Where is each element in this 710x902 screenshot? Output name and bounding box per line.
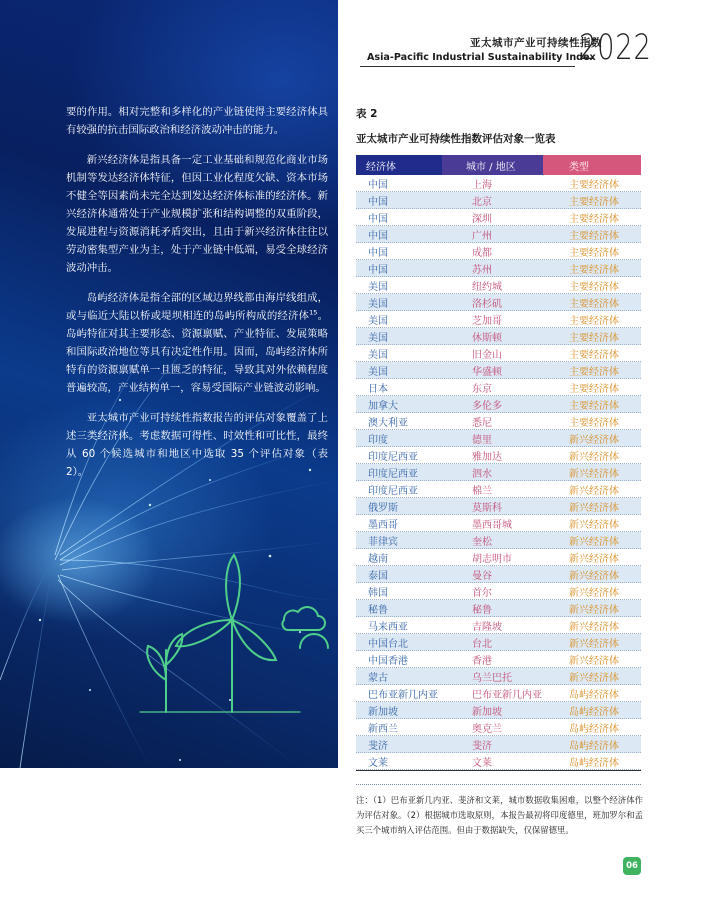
wind-turbine-icon bbox=[176, 555, 276, 712]
cell-economy: 日本 bbox=[368, 383, 388, 395]
cell-city: 曼谷 bbox=[472, 570, 492, 582]
table-bottom-rule bbox=[356, 770, 641, 771]
cell-economy: 菲律宾 bbox=[368, 536, 398, 548]
cell-economy: 印度尼西亚 bbox=[368, 451, 418, 463]
cell-city: 台北 bbox=[472, 638, 492, 650]
header-divider bbox=[360, 66, 575, 67]
table-row bbox=[356, 243, 641, 260]
cell-economy: 澳大利亚 bbox=[368, 417, 408, 429]
cell-economy: 中国台北 bbox=[368, 638, 408, 650]
cell-city: 吉隆坡 bbox=[472, 621, 502, 633]
header-title-cn: 亚太城市产业可持续性指数 bbox=[470, 37, 602, 49]
cell-economy: 斐济 bbox=[368, 740, 388, 752]
cell-economy: 新加坡 bbox=[368, 706, 398, 718]
table-row bbox=[356, 226, 641, 243]
cell-economy: 巴布亚新几内亚 bbox=[368, 689, 438, 701]
cell-city: 文莱 bbox=[472, 757, 492, 769]
cell-type: 主要经济体 bbox=[569, 281, 619, 293]
table-row bbox=[356, 719, 641, 736]
paragraph-1: 要的作用。相对完整和多样化的产业链使得主要经济体具有较强的抗击国际政治和经济波动冲击的能力。 bbox=[66, 106, 328, 136]
cell-city: 首尔 bbox=[472, 587, 492, 599]
table-row bbox=[356, 634, 641, 651]
cell-type: 新兴经济体 bbox=[569, 638, 619, 650]
table-note: 注：（1）巴布亚新几内亚、斐济和文莱，城市数据收集困难，以整个经济体作为评估对象。（2）根据城市选取原则，本报告最初将印度德里，班加罗尔和孟买三个城市纳入评估范围。但由于数据缺失，仅保留德里。 bbox=[356, 795, 643, 835]
table-row bbox=[356, 651, 641, 668]
footnote-ref: 15 bbox=[309, 308, 318, 317]
cell-type: 主要经济体 bbox=[569, 366, 619, 378]
cell-city: 悉尼 bbox=[472, 417, 492, 429]
sun-icon bbox=[300, 634, 328, 648]
cell-economy: 中国 bbox=[368, 213, 388, 225]
cell-economy: 中国香港 bbox=[368, 655, 408, 667]
table-row bbox=[356, 311, 641, 328]
cell-city: 新加坡 bbox=[472, 706, 502, 718]
cell-economy: 美国 bbox=[368, 281, 388, 293]
table-header-row bbox=[356, 155, 641, 175]
page-number-badge: 06 bbox=[623, 857, 641, 875]
cell-type: 新兴经济体 bbox=[569, 434, 619, 446]
table-row bbox=[356, 209, 641, 226]
table-row bbox=[356, 379, 641, 396]
table-row bbox=[356, 481, 641, 498]
table-row bbox=[356, 413, 641, 430]
table-row bbox=[356, 464, 641, 481]
cell-economy: 秘鲁 bbox=[368, 604, 388, 616]
cell-type: 新兴经济体 bbox=[569, 587, 619, 599]
header-type: 类型 bbox=[543, 155, 641, 175]
cell-city: 成都 bbox=[472, 247, 492, 259]
cell-city: 广州 bbox=[472, 230, 492, 242]
evaluation-table bbox=[356, 155, 641, 771]
cell-city: 深圳 bbox=[472, 213, 492, 225]
cell-type: 新兴经济体 bbox=[569, 451, 619, 463]
table-row bbox=[356, 192, 641, 209]
table-body bbox=[356, 175, 641, 770]
cell-city: 巴布亚新几内亚 bbox=[472, 689, 542, 701]
cell-type: 主要经济体 bbox=[569, 417, 619, 429]
table-row bbox=[356, 260, 641, 277]
cell-type: 新兴经济体 bbox=[569, 655, 619, 667]
cell-city: 斐济 bbox=[472, 740, 492, 752]
cell-economy: 韩国 bbox=[368, 587, 388, 599]
table-row bbox=[356, 702, 641, 719]
cell-type: 新兴经济体 bbox=[569, 672, 619, 684]
table-row bbox=[356, 617, 641, 634]
table-row bbox=[356, 600, 641, 617]
table-row bbox=[356, 515, 641, 532]
cell-economy: 俄罗斯 bbox=[368, 502, 398, 514]
cell-type: 岛屿经济体 bbox=[569, 757, 619, 769]
left-cover-panel bbox=[0, 0, 338, 768]
cell-economy: 美国 bbox=[368, 332, 388, 344]
cell-type: 主要经济体 bbox=[569, 400, 619, 412]
cell-type: 新兴经济体 bbox=[569, 502, 619, 514]
cell-type: 岛屿经济体 bbox=[569, 723, 619, 735]
table-row bbox=[356, 396, 641, 413]
cell-economy: 美国 bbox=[368, 315, 388, 327]
table-row bbox=[356, 532, 641, 549]
header-city: 城市 / 地区 bbox=[442, 155, 543, 175]
table-row bbox=[356, 277, 641, 294]
body-text bbox=[66, 103, 328, 493]
cell-economy: 墨西哥 bbox=[368, 519, 398, 531]
cell-city: 棉兰 bbox=[472, 485, 492, 497]
cell-economy: 马来西亚 bbox=[368, 621, 408, 633]
cell-economy: 美国 bbox=[368, 298, 388, 310]
cell-economy: 中国 bbox=[368, 196, 388, 208]
cell-economy: 美国 bbox=[368, 366, 388, 378]
header-economy: 经济体 bbox=[356, 155, 442, 175]
table-row bbox=[356, 583, 641, 600]
cell-city: 胡志明市 bbox=[472, 553, 512, 565]
cell-economy: 中国 bbox=[368, 179, 388, 191]
cell-city: 上海 bbox=[472, 179, 492, 191]
cell-type: 主要经济体 bbox=[569, 349, 619, 361]
cell-city: 墨西哥城 bbox=[472, 519, 512, 531]
cell-economy: 美国 bbox=[368, 349, 388, 361]
cell-economy: 印度 bbox=[368, 434, 388, 446]
cell-economy: 蒙古 bbox=[368, 672, 388, 684]
cell-type: 主要经济体 bbox=[569, 298, 619, 310]
cell-type: 新兴经济体 bbox=[569, 621, 619, 633]
cell-economy: 泰国 bbox=[368, 570, 388, 582]
cell-economy: 加拿大 bbox=[368, 400, 398, 412]
note-divider bbox=[356, 784, 641, 785]
cell-type: 主要经济体 bbox=[569, 315, 619, 327]
cell-city: 奥克兰 bbox=[472, 723, 502, 735]
cell-type: 新兴经济体 bbox=[569, 485, 619, 497]
header-year: 2022 bbox=[579, 28, 652, 68]
paragraph-island-economies bbox=[66, 289, 328, 397]
cloud-icon bbox=[282, 607, 325, 630]
table-row bbox=[356, 175, 641, 192]
table-row bbox=[356, 566, 641, 583]
table-row bbox=[356, 328, 641, 345]
cell-economy: 印度尼西亚 bbox=[368, 468, 418, 480]
header-title-en: Asia-Pacific Industrial Sustainability Index bbox=[367, 52, 596, 63]
cell-city: 休斯顿 bbox=[472, 332, 502, 344]
cell-city: 香港 bbox=[472, 655, 492, 667]
cell-economy: 新西兰 bbox=[368, 723, 398, 735]
cell-city: 纽约城 bbox=[472, 281, 502, 293]
paragraph-emerging-economies: 新兴经济体是指具备一定工业基础和规范化商业市场机制等发达经济体特征，但因工业化程度欠缺、资本市场不健全等因素尚未完全达到发达经济体标准的经济体。新兴经济体通常处于产业规模扩张和结构调整的双重阶段，发展进程与资源消耗矛盾突出，且由于新兴经济体往往以劳动密集型产业为主，处于产业链中低端，易受全球经济波动冲击。 bbox=[66, 154, 328, 274]
cell-city: 泗水 bbox=[472, 468, 492, 480]
cell-type: 主要经济体 bbox=[569, 247, 619, 259]
cell-type: 岛屿经济体 bbox=[569, 706, 619, 718]
cell-city: 乌兰巴托 bbox=[472, 672, 512, 684]
cell-type: 新兴经济体 bbox=[569, 604, 619, 616]
table-row bbox=[356, 498, 641, 515]
cell-type: 主要经济体 bbox=[569, 264, 619, 276]
cell-type: 新兴经济体 bbox=[569, 519, 619, 531]
cell-type: 新兴经济体 bbox=[569, 536, 619, 548]
paragraph-island-part-b: 。岛屿特征对其主要形态、资源禀赋、产业特征、发展策略和国际政治地位等具有决定性作用。因而，岛屿经济体所特有的资源禀赋单一且匮乏的特征，导致其对外依赖程度普遍较高，产业结构单一，容易受国际产业链波动影响。 bbox=[66, 310, 329, 394]
table-label: 表 2 bbox=[356, 108, 378, 120]
cell-city: 德里 bbox=[472, 434, 492, 446]
cell-city: 旧金山 bbox=[472, 349, 502, 361]
cell-city: 芝加哥 bbox=[472, 315, 502, 327]
cell-type: 主要经济体 bbox=[569, 213, 619, 225]
cell-economy: 中国 bbox=[368, 230, 388, 242]
cell-economy: 印度尼西亚 bbox=[368, 485, 418, 497]
cell-city: 奎松 bbox=[472, 536, 492, 548]
cell-type: 主要经济体 bbox=[569, 383, 619, 395]
cell-city: 东京 bbox=[472, 383, 492, 395]
cell-type: 新兴经济体 bbox=[569, 570, 619, 582]
cell-type: 新兴经济体 bbox=[569, 468, 619, 480]
cell-economy: 越南 bbox=[368, 553, 388, 565]
cell-type: 主要经济体 bbox=[569, 332, 619, 344]
cell-city: 多伦多 bbox=[472, 400, 502, 412]
cell-city: 雅加达 bbox=[472, 451, 502, 463]
table-row bbox=[356, 345, 641, 362]
table-row bbox=[356, 668, 641, 685]
table-row bbox=[356, 294, 641, 311]
cell-city: 洛杉矶 bbox=[472, 298, 502, 310]
cell-economy: 中国 bbox=[368, 264, 388, 276]
table-title: 亚太城市产业可持续性指数评估对象一览表 bbox=[356, 133, 556, 145]
cell-type: 主要经济体 bbox=[569, 230, 619, 242]
table-row bbox=[356, 685, 641, 702]
paragraph-evaluation-scope: 亚太城市产业可持续性指数报告的评估对象覆盖了上述三类经济体。考虑数据可得性、时效性和可比性，最终从 60 个候选城市和地区中选取 35 个评估对象（表 2）。 bbox=[66, 412, 328, 478]
cell-city: 秘鲁 bbox=[472, 604, 492, 616]
cell-city: 莫斯科 bbox=[472, 502, 502, 514]
cell-type: 岛屿经济体 bbox=[569, 689, 619, 701]
table-row bbox=[356, 753, 641, 770]
table-row bbox=[356, 430, 641, 447]
cell-city: 北京 bbox=[472, 196, 492, 208]
cell-economy: 文莱 bbox=[368, 757, 388, 769]
table-row bbox=[356, 549, 641, 566]
cell-type: 主要经济体 bbox=[569, 196, 619, 208]
table-row bbox=[356, 736, 641, 753]
cell-type: 岛屿经济体 bbox=[569, 740, 619, 752]
cell-type: 主要经济体 bbox=[569, 179, 619, 191]
paragraph-island-part-a: 岛屿经济体是指全部的区域边界线都由海岸线组成，或与临近大陆以桥或堤坝相连的岛屿所构成的经济体 bbox=[66, 292, 328, 322]
table-row bbox=[356, 447, 641, 464]
cell-economy: 中国 bbox=[368, 247, 388, 259]
table-row bbox=[356, 362, 641, 379]
cell-type: 新兴经济体 bbox=[569, 553, 619, 565]
cell-city: 华盛顿 bbox=[472, 366, 502, 378]
cell-city: 苏州 bbox=[472, 264, 492, 276]
